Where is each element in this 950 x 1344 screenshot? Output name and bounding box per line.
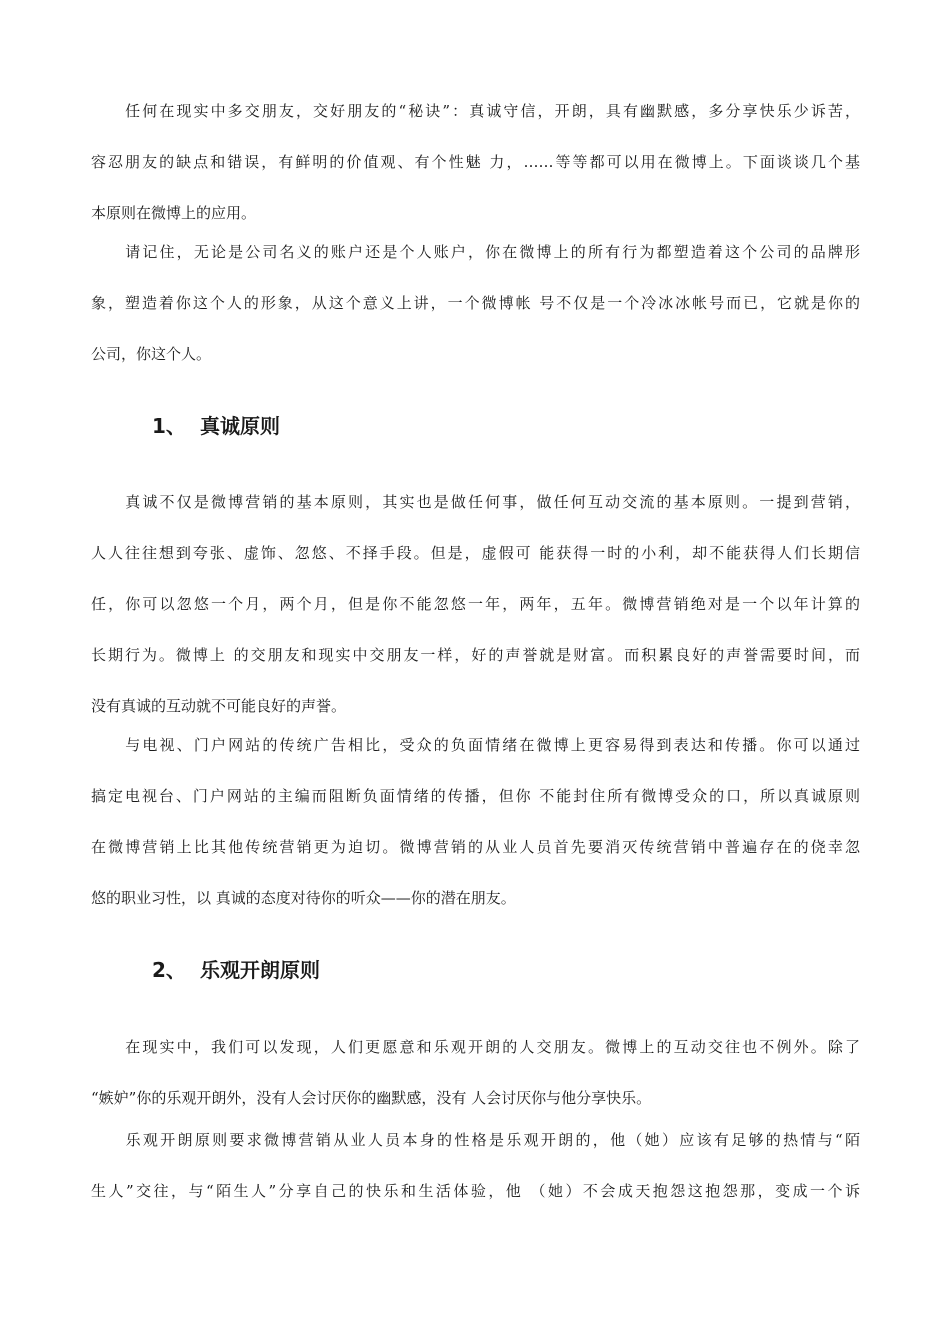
- section-heading-sincerity: [152, 413, 280, 439]
- paragraph-brand-image: [91, 242, 860, 364]
- text-line: “嫉妒”你的乐观开朗外，没有人会讨厌你的幽默感，没有 人会讨厌你与他分享快乐。: [91, 1089, 652, 1107]
- text-line: 在现实中，我们可以发现，人们更愿意和乐观开朗的人交朋友。微博上的互动交往也不例外。除了: [91, 1038, 860, 1056]
- text-line: 乐观开朗原则要求微博营销从业人员本身的性格是乐观开朗的，他（她）应该有足够的热情与“陌: [91, 1131, 860, 1149]
- text-line: 在微博营销上比其他传统营销更为迫切。微博营销的从业人员首先要消灭传统营销中普遍存在的侥幸忽: [91, 838, 860, 856]
- paragraph-intro-secrets: [91, 101, 860, 223]
- text-line: 没有真诚的互动就不可能良好的声誉。: [91, 697, 347, 715]
- text-line: 本原则在微博上的应用。: [91, 204, 257, 222]
- text-line: 象，塑造着你这个人的形象，从这个意义上讲，一个微博帐 号不仅是一个冷冰冰帐号而已，它就是你的: [91, 294, 860, 312]
- section-heading-optimism: [152, 957, 320, 983]
- paragraph-optimism-intro: [91, 1037, 860, 1108]
- heading-number: 2、: [152, 958, 186, 982]
- text-line: 长期行为。微博上 的交朋友和现实中交朋友一样，好的声誉就是财富。而积累良好的声誉需要时间，而: [91, 646, 860, 664]
- text-line: 人人往往想到夸张、虚饰、忽悠、不择手段。但是，虚假可 能获得一时的小利，却不能获得人们长期信: [91, 544, 860, 562]
- text-line: 悠的职业习性，以 真诚的态度对待你的听众——你的潜在朋友。: [91, 889, 516, 907]
- heading-number: 1、: [152, 414, 186, 438]
- text-line: 真诚不仅是微博营销的基本原则，其实也是做任何事，做任何互动交流的基本原则。一提到营销，: [91, 493, 860, 511]
- text-line: 任，你可以忽悠一个月，两个月，但是你不能忽悠一年，两年，五年。微博营销绝对是一个以年计算的: [91, 595, 860, 613]
- text-line: 与电视、门户网站的传统广告相比，受众的负面情绪在微博上更容易得到表达和传播。你可以通过: [91, 736, 860, 754]
- text-line: 生人”交往，与“陌生人”分享自己的快乐和生活体验，他 （她）不会成天抱怨这抱怨那，变成一个诉: [91, 1182, 860, 1200]
- text-line: 任何在现实中多交朋友，交好朋友的“秘诀”：真诚守信，开朗，具有幽默感，多分享快乐少诉苦，: [91, 102, 860, 120]
- paragraph-sincerity-media: [91, 735, 860, 908]
- heading-title: 真诚原则: [200, 414, 280, 438]
- text-line: 容忍朋友的缺点和错误，有鲜明的价值观、有个性魅 力，……等等都可以用在微博上。下面谈谈几个基: [91, 153, 860, 171]
- text-line: 请记住，无论是公司名义的账户还是个人账户，你在微博上的所有行为都塑造着这个公司的品牌形: [91, 243, 860, 261]
- heading-title: 乐观开朗原则: [200, 958, 320, 982]
- text-line: 搞定电视台、门户网站的主编而阻断负面情绪的传播，但你 不能封住所有微博受众的口，所以真诚原则: [91, 787, 860, 805]
- paragraph-sincerity-basic: [91, 492, 860, 716]
- paragraph-optimism-requirement: [91, 1130, 860, 1201]
- text-line: 公司，你这个人。: [91, 345, 212, 363]
